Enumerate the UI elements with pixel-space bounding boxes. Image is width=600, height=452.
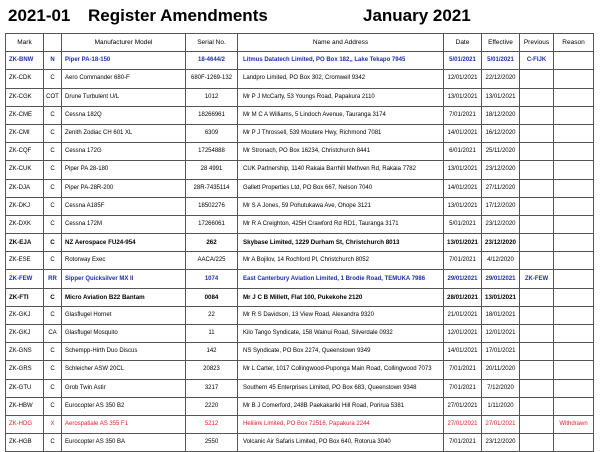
cell-mark: ZK-GKJ <box>6 325 44 343</box>
cell-effective: 27/11/2020 <box>482 179 520 197</box>
cell-address: Mr P J McCarty, 53 Youngs Road, Papakura 2110 <box>238 88 444 106</box>
col-header-serial: Serial No. <box>186 34 238 52</box>
cell-serial: 680F-1269-132 <box>186 70 238 88</box>
cell-date: 7/01/2021 <box>444 106 482 124</box>
cell-mark: ZK-CUK <box>6 161 44 179</box>
table-row <box>6 252 594 270</box>
cell-mark: ZK-DKJ <box>6 197 44 215</box>
cell-mark: ZK-CME <box>6 106 44 124</box>
cell-model: Cessna 172G <box>62 143 186 161</box>
table-row <box>6 179 594 197</box>
cell-model: Aerospatiale AS 355 F1 <box>62 415 186 433</box>
cell-mark: ZK-CDK <box>6 70 44 88</box>
cell-date: 14/01/2021 <box>444 343 482 361</box>
table-row <box>6 124 594 142</box>
cell-address: Skybase Limited, 1229 Durham St, Christchurch 8013 <box>238 234 444 252</box>
cell-effective: 1/11/2020 <box>482 397 520 415</box>
cell-address: CUK Partnership, 1140 Rakaia Barrhill Methven Rd, Rakaia 7782 <box>238 161 444 179</box>
cell-model: Eurocopter AS 350 B2 <box>62 397 186 415</box>
cell-reason <box>554 179 594 197</box>
cell-serial: 22 <box>186 306 238 324</box>
cell-serial: 18266961 <box>186 106 238 124</box>
cell-serial: 1012 <box>186 88 238 106</box>
cell-reason <box>554 252 594 270</box>
table-row <box>6 415 594 433</box>
cell-model: Sipper Quicksilver MX II <box>62 270 186 288</box>
cell-mark: ZK-HGB <box>6 434 44 452</box>
table-row <box>6 397 594 415</box>
cell-previous <box>520 379 554 397</box>
cell-code: COT <box>44 88 62 106</box>
cell-code: C <box>44 379 62 397</box>
cell-reason <box>554 197 594 215</box>
table-row <box>6 379 594 397</box>
col-header-reason: Reason <box>554 34 594 52</box>
document-header <box>5 2 593 30</box>
cell-serial: AACA/225 <box>186 252 238 270</box>
cell-address: East Canterbury Aviation Limited, 1 Brodie Road, TEMUKA 7986 <box>238 270 444 288</box>
cell-address: Volcanic Air Safaris Limited, PO Box 640, Rotorua 3040 <box>238 434 444 452</box>
cell-code: C <box>44 197 62 215</box>
cell-mark: ZK-DJA <box>6 179 44 197</box>
cell-serial: 18502276 <box>186 197 238 215</box>
cell-model: Zenith Zodiac CH 601 XL <box>62 124 186 142</box>
table-row <box>6 325 594 343</box>
cell-reason <box>554 270 594 288</box>
cell-reason <box>554 70 594 88</box>
cell-address: Mr J C B Millett, Flat 100, Pukekohe 2120 <box>238 288 444 306</box>
cell-serial: 18-4644/2 <box>186 52 238 70</box>
cell-mark: ZK-HBW <box>6 397 44 415</box>
cell-serial: 20823 <box>186 361 238 379</box>
cell-reason <box>554 361 594 379</box>
cell-date: 12/01/2021 <box>444 325 482 343</box>
table-row <box>6 434 594 452</box>
cell-address: Kilo Tango Syndicate, 158 Wainui Road, Silverdale 0932 <box>238 325 444 343</box>
col-header-date: Date <box>444 34 482 52</box>
cell-code: CA <box>44 325 62 343</box>
cell-date: 12/01/2021 <box>444 70 482 88</box>
cell-model: Aero Commander 680-F <box>62 70 186 88</box>
cell-effective: 4/12/2020 <box>482 252 520 270</box>
cell-reason <box>554 379 594 397</box>
cell-effective: 25/11/2020 <box>482 143 520 161</box>
cell-previous <box>520 161 554 179</box>
cell-reason <box>554 397 594 415</box>
cell-effective: 23/12/2020 <box>482 161 520 179</box>
cell-mark: ZK-CGK <box>6 88 44 106</box>
table-row <box>6 215 594 233</box>
table-row <box>6 52 594 70</box>
cell-code: RR <box>44 270 62 288</box>
cell-previous <box>520 215 554 233</box>
cell-date: 13/01/2021 <box>444 197 482 215</box>
cell-effective: 5/01/2021 <box>482 52 520 70</box>
cell-model: Rotorway Exec <box>62 252 186 270</box>
cell-model: Cessna A185F <box>62 197 186 215</box>
cell-mark: ZK-GTU <box>6 379 44 397</box>
cell-model: Glasflugel Hornet <box>62 306 186 324</box>
cell-date: 5/01/2021 <box>444 52 482 70</box>
col-header-address: Name and Address <box>238 34 444 52</box>
cell-model: Piper PA-28R-200 <box>62 179 186 197</box>
col-header-model: Manufacturer Model <box>62 34 186 52</box>
cell-model: Piper PA-18-150 <box>62 52 186 70</box>
cell-effective: 17/01/2021 <box>482 343 520 361</box>
cell-address: Mr R S Davidson, 13 View Road, Alexandra 9320 <box>238 306 444 324</box>
cell-effective: 7/12/2020 <box>482 379 520 397</box>
cell-previous <box>520 179 554 197</box>
cell-serial: 17266061 <box>186 215 238 233</box>
cell-model: Glasflugel Mosquito <box>62 325 186 343</box>
cell-previous <box>520 124 554 142</box>
cell-effective: 18/01/2021 <box>482 306 520 324</box>
cell-address: Gallett Properties Ltd, PO Box 667, Nelson 7040 <box>238 179 444 197</box>
cell-address: NS Syndicate, PO Box 2274, Queenstown 9349 <box>238 343 444 361</box>
cell-previous <box>520 70 554 88</box>
cell-effective: 23/12/2020 <box>482 434 520 452</box>
cell-address: Mr R A Creighton, 425H Crawford Rd RD1, Tauranga 3171 <box>238 215 444 233</box>
cell-reason <box>554 306 594 324</box>
cell-date: 14/01/2021 <box>444 124 482 142</box>
cell-serial: 28 4991 <box>186 161 238 179</box>
cell-reason <box>554 124 594 142</box>
document-title: Register Amendments <box>88 6 268 25</box>
cell-code: C <box>44 124 62 142</box>
cell-mark: ZK-BNW <box>6 52 44 70</box>
cell-date: 13/01/2021 <box>444 88 482 106</box>
cell-reason <box>554 434 594 452</box>
table-row <box>6 161 594 179</box>
cell-date: 13/01/2021 <box>444 161 482 179</box>
cell-model: Micro Aviation B22 Bantam <box>62 288 186 306</box>
cell-previous <box>520 434 554 452</box>
cell-date: 27/01/2021 <box>444 415 482 433</box>
cell-effective: 29/01/2021 <box>482 270 520 288</box>
cell-date: 6/01/2021 <box>444 143 482 161</box>
cell-code: C <box>44 306 62 324</box>
cell-address: Litmus Datatech Limited, PO Box 182,, Lake Tekapo 7945 <box>238 52 444 70</box>
cell-date: 7/01/2021 <box>444 252 482 270</box>
col-header-code <box>44 34 62 52</box>
cell-code: C <box>44 161 62 179</box>
cell-serial: 1074 <box>186 270 238 288</box>
cell-previous <box>520 397 554 415</box>
cell-serial: 262 <box>186 234 238 252</box>
cell-model: Cessna 182Q <box>62 106 186 124</box>
cell-previous <box>520 143 554 161</box>
table-row <box>6 270 594 288</box>
cell-serial: 2220 <box>186 397 238 415</box>
cell-reason <box>554 106 594 124</box>
cell-effective: 17/12/2020 <box>482 197 520 215</box>
cell-date: 29/01/2021 <box>444 270 482 288</box>
cell-date: 13/01/2021 <box>444 234 482 252</box>
cell-serial: 6309 <box>186 124 238 142</box>
cell-effective: 16/12/2020 <box>482 124 520 142</box>
cell-code: C <box>44 179 62 197</box>
cell-effective: 13/01/2021 <box>482 88 520 106</box>
table-row <box>6 88 594 106</box>
cell-date: 27/01/2021 <box>444 397 482 415</box>
cell-code: C <box>44 288 62 306</box>
cell-mark: ZK-FEW <box>6 270 44 288</box>
cell-previous <box>520 234 554 252</box>
cell-serial: 142 <box>186 343 238 361</box>
cell-model: Drune Turbulent U/L <box>62 88 186 106</box>
cell-code: C <box>44 143 62 161</box>
cell-reason <box>554 215 594 233</box>
table-header-row <box>6 34 594 52</box>
cell-address: Southern 45 Enterprises Limited, PO Box 683, Queenstown 9348 <box>238 379 444 397</box>
table-row <box>6 306 594 324</box>
cell-previous <box>520 361 554 379</box>
cell-model: NZ Aerospace FU24-954 <box>62 234 186 252</box>
cell-address: Landpro Limited, PO Box 302, Cromwell 9342 <box>238 70 444 88</box>
cell-effective: 22/12/2020 <box>482 70 520 88</box>
cell-serial: 3217 <box>186 379 238 397</box>
table-row <box>6 288 594 306</box>
cell-address: Mr P J Throssell, 539 Moutere Hwy, Richmond 7081 <box>238 124 444 142</box>
cell-reason <box>554 288 594 306</box>
cell-code: C <box>44 106 62 124</box>
col-header-mark: Mark <box>6 34 44 52</box>
cell-code: C <box>44 234 62 252</box>
cell-serial: 11 <box>186 325 238 343</box>
cell-date: 7/01/2021 <box>444 434 482 452</box>
cell-effective: 18/12/2020 <box>482 106 520 124</box>
cell-mark: ZK-DXK <box>6 215 44 233</box>
cell-code: C <box>44 397 62 415</box>
cell-address: Mr B J Comerford, 248B Paekakariki Hill Road, Porirua 5381 <box>238 397 444 415</box>
cell-mark: ZK-FTI <box>6 288 44 306</box>
cell-reason <box>554 325 594 343</box>
cell-code: C <box>44 70 62 88</box>
cell-code: C <box>44 343 62 361</box>
cell-address: Mr Stronach, PO Box 16234, Christchurch 8441 <box>238 143 444 161</box>
cell-previous: ZK-FEW <box>520 270 554 288</box>
cell-date: 28/01/2021 <box>444 288 482 306</box>
cell-mark: ZK-CMI <box>6 124 44 142</box>
cell-reason <box>554 234 594 252</box>
cell-mark: ZK-ESE <box>6 252 44 270</box>
amendment-id: 2021-01 <box>8 6 71 25</box>
cell-reason <box>554 343 594 361</box>
cell-reason <box>554 161 594 179</box>
cell-previous <box>520 197 554 215</box>
cell-date: 21/01/2021 <box>444 306 482 324</box>
cell-code: C <box>44 252 62 270</box>
cell-previous <box>520 288 554 306</box>
col-header-effective: Effective <box>482 34 520 52</box>
amendments-table <box>5 33 594 452</box>
cell-model: Schempp-Hirth Duo Discus <box>62 343 186 361</box>
cell-code: X <box>44 415 62 433</box>
cell-serial: 0084 <box>186 288 238 306</box>
table-row <box>6 361 594 379</box>
cell-mark: ZK-HDG <box>6 415 44 433</box>
cell-serial: 28R-7435114 <box>186 179 238 197</box>
cell-effective: 20/11/2020 <box>482 361 520 379</box>
table-row <box>6 143 594 161</box>
cell-previous <box>520 325 554 343</box>
cell-effective: 23/12/2020 <box>482 215 520 233</box>
cell-model: Eurocopter AS 350 BA <box>62 434 186 452</box>
cell-previous <box>520 252 554 270</box>
cell-model: Schleicher ASW 20CL <box>62 361 186 379</box>
cell-previous <box>520 88 554 106</box>
table-body <box>6 52 594 452</box>
cell-date: 14/01/2021 <box>444 179 482 197</box>
cell-address: Mr A Bojilov, 14 Rochford Pl, Christchurch 8052 <box>238 252 444 270</box>
cell-effective: 13/01/2021 <box>482 288 520 306</box>
cell-date: 7/01/2021 <box>444 361 482 379</box>
cell-mark: ZK-GKJ <box>6 306 44 324</box>
cell-mark: ZK-GRS <box>6 361 44 379</box>
cell-reason <box>554 52 594 70</box>
cell-address: Mr S A Jones, 59 Pohutukawa Ave, Ohope 3121 <box>238 197 444 215</box>
cell-serial: 2550 <box>186 434 238 452</box>
cell-previous <box>520 106 554 124</box>
cell-code: C <box>44 434 62 452</box>
cell-mark: ZK-GNS <box>6 343 44 361</box>
col-header-previous: Previous <box>520 34 554 52</box>
cell-previous <box>520 415 554 433</box>
table-row <box>6 343 594 361</box>
cell-serial: 17254888 <box>186 143 238 161</box>
table-row <box>6 234 594 252</box>
cell-model: Piper PA 28-180 <box>62 161 186 179</box>
cell-code: N <box>44 52 62 70</box>
document-month: January 2021 <box>363 6 471 25</box>
cell-effective: 23/12/2020 <box>482 234 520 252</box>
cell-address: Mr L Carter, 1017 Collingwood-Puponga Main Road, Collingwood 7073 <box>238 361 444 379</box>
cell-address: Mr M C A Williams, 5 Lindoch Avenue, Tauranga 3174 <box>238 106 444 124</box>
cell-reason <box>554 143 594 161</box>
table-row <box>6 70 594 88</box>
cell-reason: Withdrawn <box>554 415 594 433</box>
cell-model: Grob Twin Astir <box>62 379 186 397</box>
cell-mark: ZK-CQF <box>6 143 44 161</box>
cell-effective: 27/01/2021 <box>482 415 520 433</box>
cell-previous: C-FIJK <box>520 52 554 70</box>
cell-code: C <box>44 215 62 233</box>
cell-effective: 12/01/2021 <box>482 325 520 343</box>
cell-date: 7/01/2021 <box>444 379 482 397</box>
cell-previous <box>520 306 554 324</box>
cell-mark: ZK-EJA <box>6 234 44 252</box>
cell-code: C <box>44 361 62 379</box>
cell-model: Cessna 172M <box>62 215 186 233</box>
table-row <box>6 197 594 215</box>
cell-date: 5/01/2021 <box>444 215 482 233</box>
cell-address: Heliiink Limited, PO Box 72516, Papakura 2244 <box>238 415 444 433</box>
cell-serial: 5212 <box>186 415 238 433</box>
table-row <box>6 106 594 124</box>
cell-reason <box>554 88 594 106</box>
cell-previous <box>520 343 554 361</box>
